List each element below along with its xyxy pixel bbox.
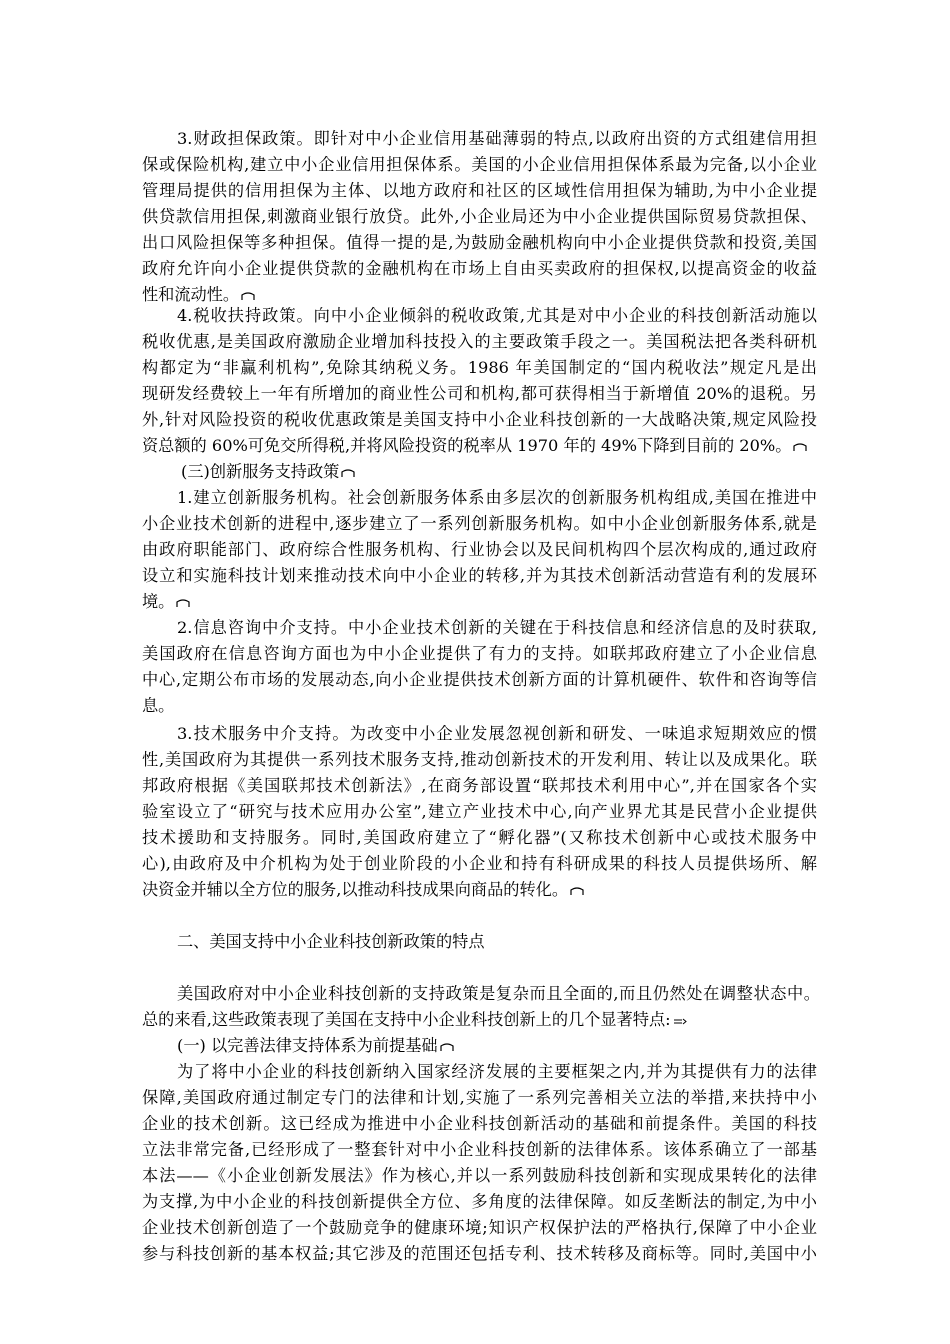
line-text: 2.信息咨询中介支持。中小企业技术创新的关键在于科技信息和经济信息的及时获取, bbox=[177, 618, 817, 637]
text-line bbox=[142, 747, 817, 773]
line-text: 资总额的 60%可免交所得税,并将风险投资的税率从 1970 年的 49%下降到目前的 20%。 bbox=[142, 436, 792, 455]
line-text: 性,美国政府为其提供一系列技术服务支持,推动创新技术的开发利用、转让以及成果化。联 bbox=[142, 750, 817, 769]
line-text: 保障,美国政府通过制定专门的法律和计划,实施了一系列完善相关立法的举措,来扶持中小 bbox=[142, 1088, 817, 1107]
line-text: 保或保险机构,建立中小企业信用担保体系。美国的小企业信用担保体系最为完备,以小企业 bbox=[142, 155, 817, 174]
line-text: 为了将中小企业的科技创新纳入国家经济发展的主要框架之内,并为其提供有力的法律 bbox=[177, 1062, 817, 1081]
text-line bbox=[142, 126, 817, 152]
line-text: 立法非常完备,已经形成了一整套针对中小企业科技创新的法律体系。该体系确立了一部基 bbox=[142, 1140, 817, 1159]
text-line bbox=[142, 178, 817, 204]
line-text: 性和流动性。 bbox=[142, 285, 240, 304]
text-line bbox=[142, 1241, 817, 1267]
line-text: 出口风险担保等多种担保。值得一提的是,为鼓励金融机构向中小企业提供贷款和投资,美国 bbox=[142, 233, 817, 252]
line-text: 二、美国支持中小企业科技创新政策的特点 bbox=[177, 932, 485, 951]
line-text: 美国政府对中小企业科技创新的支持政策是复杂而且全面的,而且仍然处在调整状态中。 bbox=[177, 984, 820, 1003]
text-line bbox=[142, 1007, 817, 1033]
text-line bbox=[142, 1111, 817, 1137]
line-text: 决资金并辅以全方位的服务,以推动科技成果向商品的转化。 bbox=[142, 880, 569, 899]
paragraph-mark-icon bbox=[241, 291, 255, 301]
paragraph-mark-icon bbox=[440, 1042, 454, 1052]
line-text: 现研发经费较上一年有所增加的商业性公司和机构,都可获得相当于新增值 20%的退税。另 bbox=[142, 384, 817, 403]
text-line bbox=[142, 641, 817, 667]
paragraph-mark-icon bbox=[341, 468, 355, 478]
text-line bbox=[142, 329, 817, 355]
text-line bbox=[142, 303, 817, 329]
line-text: 外,针对风险投资的税收优惠政策是美国支持中小企业科技创新的一大战略决策,规定风险投 bbox=[142, 410, 817, 429]
text-line bbox=[142, 825, 817, 851]
line-text: 心),由政府及中介机构为处于创业阶段的小企业和持有科研成果的科技人员提供场所、解 bbox=[142, 854, 817, 873]
text-line bbox=[142, 1189, 817, 1215]
text-line bbox=[142, 1215, 817, 1241]
text-line bbox=[142, 152, 817, 178]
line-text: 美国政府在信息咨询方面也为中小企业提供了有力的支持。如联邦政府建立了小企业信息 bbox=[142, 644, 817, 663]
line-text: 境。 bbox=[142, 592, 175, 611]
line-text: 3.财政担保政策。即针对中小企业信用基础薄弱的特点,以政府出资的方式组建信用担 bbox=[177, 129, 817, 148]
section-heading bbox=[142, 929, 817, 955]
text-line bbox=[142, 381, 817, 407]
text-line bbox=[142, 877, 817, 903]
text-line bbox=[142, 256, 817, 282]
text-line bbox=[142, 773, 817, 799]
line-text: 技术援助和支持服务。同时,美国政府建立了“孵化器”(又称技术创新中心或技术服务中 bbox=[142, 828, 817, 847]
line-text: 1.建立创新服务机构。社会创新服务体系由多层次的创新服务机构组成,美国在推进中 bbox=[177, 488, 817, 507]
text-line bbox=[142, 537, 817, 563]
section-heading bbox=[142, 1033, 817, 1059]
line-text: 总的来看,这些政策表现了美国在支持中小企业科技创新上的几个显著特点: bbox=[142, 1010, 671, 1029]
paragraph-mark-icon bbox=[793, 442, 807, 452]
text-line bbox=[142, 1059, 817, 1085]
line-text: 为支撑,为中小企业的科技创新提供全方位、多角度的法律保障。如反垄断法的制定,为中小 bbox=[142, 1192, 817, 1211]
paragraph-mark-icon bbox=[176, 598, 190, 608]
text-line bbox=[142, 511, 817, 537]
line-text: 企业的技术创新。这已经成为推进中小企业科技创新活动的基础和前提条件。美国的科技 bbox=[142, 1114, 817, 1133]
text-line bbox=[142, 407, 817, 433]
line-text: 由政府职能部门、政府综合性服务机构、行业协会以及民间机构四个层次构成的,通过政府 bbox=[142, 540, 817, 559]
line-text: (三)创新服务支持政策 bbox=[181, 462, 340, 481]
line-text: 构都定为“非赢利机构”,免除其纳税义务。1986 年美国制定的“国内税收法”规定凡是出 bbox=[142, 358, 817, 377]
line-text: 供贷款信用担保,刺激商业银行放贷。此外,小企业局还为中小企业提供国际贸易贷款担保、 bbox=[142, 207, 817, 226]
line-text: 中心,定期公布市场的发展动态,向小企业提供技术创新方面的计算机硬件、软件和咨询等信 bbox=[142, 670, 817, 689]
text-line bbox=[142, 1085, 817, 1111]
text-line bbox=[142, 355, 817, 381]
line-text: 管理局提供的信用担保为主体、以地方政府和社区的区域性信用担保为辅助,为中小企业提 bbox=[142, 181, 817, 200]
text-line bbox=[142, 721, 817, 747]
text-line bbox=[142, 693, 817, 719]
text-line bbox=[142, 851, 817, 877]
text-line bbox=[142, 799, 817, 825]
line-break-mark-icon bbox=[673, 1016, 687, 1026]
text-line bbox=[142, 667, 817, 693]
text-line bbox=[142, 204, 817, 230]
line-text: 税收优惠,是美国政府激励企业增加科技投入的主要政策手段之一。美国税法把各类科研机 bbox=[142, 332, 817, 351]
text-line bbox=[142, 589, 817, 615]
line-text: 4.税收扶持政策。向中小企业倾斜的税收政策,尤其是对中小企业的科技创新活动施以 bbox=[177, 306, 817, 325]
line-text: 验室设立了“研究与技术应用办公室”,建立产业技术中心,向产业界尤其是民营小企业提供 bbox=[142, 802, 817, 821]
line-text: 参与科技创新的基本权益;其它涉及的范围还包括专利、技术转移及商标等。同时,美国中小 bbox=[142, 1244, 817, 1263]
text-line bbox=[142, 1163, 817, 1189]
line-text: 设立和实施科技计划来推动技术向中小企业的转移,并为其技术创新活动营造有利的发展环 bbox=[142, 566, 817, 585]
text-line bbox=[142, 433, 817, 459]
text-line bbox=[142, 230, 817, 256]
text-line bbox=[142, 563, 817, 589]
line-text: 企业技术创新创造了一个鼓励竞争的健康环境;知识产权保护法的严格执行,保障了中小企业 bbox=[142, 1218, 817, 1237]
text-line bbox=[142, 981, 820, 1007]
paragraph-mark-icon bbox=[570, 886, 584, 896]
line-text: (一) 以完善法律支持体系为前提基础 bbox=[177, 1036, 438, 1055]
line-text: 政府允许向小企业提供贷款的金融机构在市场上自由买卖政府的担保权,以提高资金的收益 bbox=[142, 259, 817, 278]
section-heading bbox=[142, 459, 817, 485]
line-text: 邦政府根据《美国联邦技术创新法》,在商务部设置“联邦技术利用中心”,并在国家各个实 bbox=[142, 776, 817, 795]
text-line bbox=[142, 485, 817, 511]
line-text: 息。 bbox=[142, 696, 175, 715]
text-line bbox=[142, 615, 817, 641]
line-text: 本法——《小企业创新发展法》作为核心,并以一系列鼓励科技创新和实现成果转化的法律 bbox=[142, 1166, 817, 1185]
text-line bbox=[142, 1137, 817, 1163]
line-text: 小企业技术创新的进程中,逐步建立了一系列创新服务机构。如中小企业创新服务体系,就是 bbox=[142, 514, 817, 533]
line-text: 3.技术服务中介支持。为改变中小企业发展忽视创新和研发、一味追求短期效应的惯 bbox=[177, 724, 817, 743]
